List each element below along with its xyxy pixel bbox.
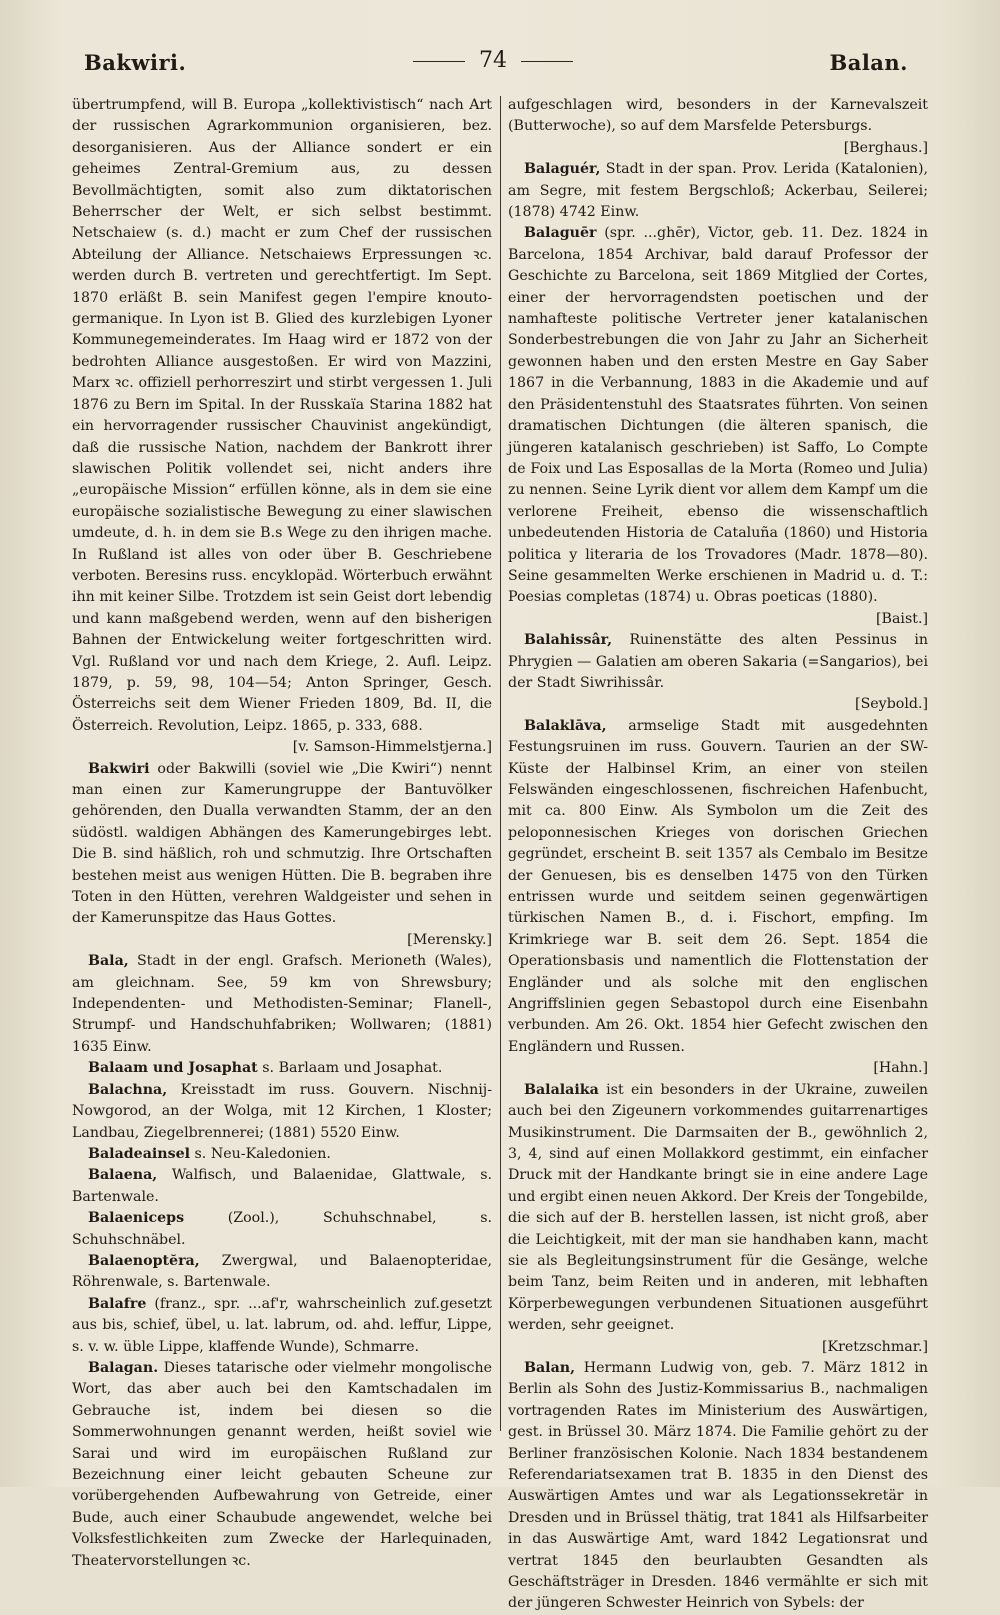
dictionary-entry — [72, 1208, 492, 1251]
entry-text: Hermann Ludwig von, geb. 7. März 1812 in Berlin als Sohn des Justiz-Kommissarius B., nachmaligen vortragenden Rates im Ministerium des Auswärtigen, gest. in Brüssel 30. März 1874. Die Familie gehört zu der Berliner französischen Kolonie. Nach 1834 bestandenem Referendariatsexamen trat B. 1835 in den Dienst des Auswärtigen Amtes und war als Legationssekretär in Dresden und in Brüssel thätig, trat 1841 als Hilfsarbeiter in das Auswärtige Amt, ward 1842 Legationsrat und vertrat 1845 den beurlaubten Gesandten als Geschäftsträger in Dresden. 1846 vermählte er sich mit der jüngeren Schwester Heinrich von Sybels: der — [508, 1359, 928, 1612]
entry-headword: Balaena, — [88, 1167, 158, 1184]
column-divider — [500, 96, 501, 1431]
author-signature: [Baist.] — [876, 610, 928, 627]
page-header — [78, 44, 908, 84]
page-number-wrap — [78, 48, 908, 73]
entry-headword: Balaklāva, — [524, 717, 607, 734]
author-signature: [Seybold.] — [855, 696, 928, 713]
dictionary-entry — [72, 95, 492, 759]
dictionary-entry — [72, 1144, 492, 1165]
entry-text: armselige Stadt mit ausgedehnten Festungsruinen im russ. Gouvern. Taurien an der SW-Küste der Halbinsel Krim, an einer von steilen Felswänden eingeschlossenen, fischreichen Hafenbucht, mit ca. 800 Einw. Als Symbolon um die Zeit des peloponnesischen Krieges von dorischen Griechen gegründet, erscheint B. seit 1357 als Cembalo im Besitze der Genuesen, bis es denselben 1475 von den Türken entrissen wurde und seitdem seinen gegenwärtigen türkischen Namen B., d. i. Fischort, empfing. Im Krimkriege war B. seit dem 26. Sept. 1854 die Operationsbasis und namentlich die Flottenstation der Engländer und als solche mit den englischen Angriffslinien gegen Sebastopol durch eine Eisenbahn verbunden. Am 26. Okt. 1854 hier Gefecht zwischen den Engländern und Russen. — [508, 717, 928, 1055]
entry-text: s. Barlaam und Josaphat. — [262, 1060, 443, 1077]
entry-headword: Balaenoptĕra, — [88, 1252, 200, 1269]
entry-text: Stadt in der span. Prov. Lerida (Katalonien), am Segre, mit festem Bergschloß; Ackerbau, Seilerei; (1878) 4742 Einw. — [508, 161, 928, 221]
right-column — [508, 95, 929, 1612]
entry-headword: Bala, — [88, 953, 129, 970]
dictionary-entry — [508, 1080, 928, 1358]
header-right-catchword: Balan. — [829, 50, 908, 75]
dictionary-entry — [508, 95, 928, 159]
entry-text: Ruinenstätte des alten Pessinus in Phrygien — Galatien am oberen Sakaria (=Sangarios), bei der Stadt Siwrihissâr. — [508, 632, 928, 691]
entry-text: oder Bakwilli (soviel wie „Die Kwiri“) nennt man einen zur Kamerungruppe der Bantuvölker gehörenden, den Dualla verwandten Stamm, der an den südöstl. waldigen Abhängen des Kamerungebirges lebt. Die B. sind häßlich, roh und schmutzig. Ihre Ortschaften bestehen meist aus wenigen Hütten. Die B. begraben ihre Toten in den Hütten, verehren Waldgeister und sehen in der Kamerunspitze das Haus Gottes. — [72, 760, 492, 927]
dictionary-entry — [72, 1251, 492, 1294]
author-signature: [Hahn.] — [873, 1060, 928, 1077]
entry-text: (franz., spr. ...af'r, wahrscheinlich zuf.gesetzt aus bis, schief, übel, u. lat. labrum, od. ahd. leffur, Lippe, s. v. w. üble Lippe, klaffende Wunde), Schmarre. — [72, 1295, 492, 1355]
entry-text: Kreisstadt im russ. Gouvern. Nischnij-Nowgorod, an der Wolga, mit 12 Kirchen, 1 Kloster; Landbau, Ziegelbrennerei; (1881) 5520 Einw. — [72, 1081, 492, 1141]
entry-headword: Baladeainsel — [88, 1145, 191, 1162]
entry-headword: Balagan. — [88, 1359, 159, 1376]
entry-text: Zwergwal, und Balaenopteridae, Röhrenwale, s. Bartenwale. — [72, 1252, 492, 1291]
dictionary-entry — [508, 223, 928, 630]
entry-headword: Balachna, — [88, 1081, 168, 1098]
entry-headword: Bakwiri — [88, 760, 150, 777]
header-rule-right — [521, 61, 573, 62]
dictionary-entry — [72, 759, 492, 952]
entry-text: Dieses tatarische oder vielmehr mongolische Wort, das aber auch bei den Kamtschadalen im Gebrauche ist, indem bei diesen so die Sommerwohnungen genannt werden, heißt soviel wie Sarai und wird im europäischen Rußland zur Bezeichnung einer leicht gebauten Scheune zur vorübergehenden Aufbewahrung von Getreide, einer Bude, auch einer Schaubude angewendet, welche bei Volksfestlichkeiten zum Zwecke der Harlequinaden, Theatervorstellungen ꝛc. — [72, 1359, 492, 1569]
entry-text: übertrumpfend, will B. Europa „kollektivistisch“ nach Art der russischen Agrarkommunion organisieren, bez. desorganisieren. Aus der Alliance sondert er ein geheimes Zentral-Gremium aus, zu dessen Bevollmächtigten, somit also zum diktatorischen Beherrscher der Welt, er sich selbst bestimmt. Netschaiew (s. d.) macht er zum Chef der russischen Abteilung der Alliance. Netschaiews Erpressungen ꝛc. werden durch B. vertreten und gerechtfertigt. Im Sept. 1870 erläßt B. sein Manifest gegen l'empire knouto-germanique. In Lyon ist B. Glied des kurzlebigen Lyoner Kommunegemeinderates. Im Haag wird er 1872 von der bedrohten Alliance ausgestoßen. Er wird von Mazzini, Marx ꝛc. offiziell perhorreszirt und stirbt vergessen 1. Juli 1876 zu Bern im Spital. In der Russkaïa Starina 1882 hat ein hervorragender russischer Chauvinist angekündigt, daß die russische Nation, nachdem der Bankrott ihrer slawischen Politik vollendet sei, nicht anders ihre „europäische Mission“ erfüllen könne, als in dem sie eine europäische sozialistische Bewegung zu einer slawischen umdeute, d. h. in dem sie B.s Wege zu den ihrigen mache. In Rußland ist alles von oder über B. Geschriebene verboten. Beresins russ. encyklopäd. Wörterbuch erwähnt ihn mit keiner Silbe. Trotzdem ist sein Geist dort lebendig und kann maßgebend werden, wenn auf den bisherigen Bahnen der Entwickelung weiter fortgeschritten wird. Vgl. Rußland vor und nach dem Kriege, 2. Aufl. Leipz. 1879, p. 59, 98, 104—54; Anton Springer, Gesch. Österreichs seit dem Wiener Frieden 1809, Bd. II, die Österreich. Revolution, Leipz. 1865, p. 333, 688. — [72, 97, 492, 734]
entry-headword: Balafre — [88, 1295, 147, 1312]
entry-headword: Balalaika — [524, 1081, 599, 1098]
author-signature: [Kretzschmar.] — [821, 1338, 928, 1355]
entry-text: Stadt in der engl. Grafsch. Merioneth (Wales), am gleichnam. See, 59 km von Shrewsbury; Independenten- und Methodisten-Seminar; Flanell-, Strumpf- und Handschuhfabriken; Wollwaren; (1881) 1635 Einw. — [72, 953, 493, 1055]
entry-text: Walfisch, und Balaenidae, Glattwale, s. Bartenwale. — [72, 1167, 493, 1205]
entry-text: (spr. ...ghēr), Victor, geb. 11. Dez. 1824 in Barcelona, 1854 Archivar, bald darauf Professor der Geschichte zu Barcelona, seit 1869 Mitglied der Cortes, einer der hervorragendsten poetischen und der namhafteste politische Vertreter jener katalanischen Sonderbestrebungen die von Jahr zu Jahr an Sicherheit gewonnen haben und den ersten Mestre en Gay Saber 1867 in die Verbannung, 1883 in die Akademie und auf den Präsidentenstuhl des Staatsrates führten. Von seinen dramatischen Dichtungen (die älteren spanisch, die jüngeren katalanisch geschrieben) ist Saffo, Lo Compte de Foix und Las Esposallas de la Morta (Romeo und Julia) zu nennen. Seine Lyrik dient vor allem dem Kampf um die verlorene Freiheit, ebenso die wissenschaftlich unbedeutenden Historia de Cataluña (1860) und Historia politica y literaria de los Trovadores (Madr. 1878—80). Seine gesammelten Werke erschienen in Madrid u. d. T.: Poesias completas (1874) u. Obras poeticas (1880). — [508, 225, 929, 606]
dictionary-entry — [508, 1358, 928, 1615]
entry-text: aufgeschlagen wird, besonders in der Karnevalszeit (Butterwoche), so auf dem Marsfelde Petersburgs. — [508, 97, 928, 135]
dictionary-entry — [72, 1358, 492, 1572]
entry-headword: Balahissâr, — [524, 632, 613, 649]
header-rule-left — [413, 61, 465, 62]
entry-headword: Balaam und Josaphat — [88, 1060, 258, 1077]
dictionary-entry — [72, 951, 492, 1058]
entry-headword: Balaeniceps — [88, 1210, 185, 1227]
entry-text: (Zool.), Schuhschnabel, s. Schuhschnäbel. — [72, 1210, 492, 1248]
entry-text: ist ein besonders in der Ukraine, zuweilen auch bei den Zigeunern vorkommendes guitarrenartiges Musikinstrument. Die Darmsaiten der B., gewöhnlich 2, 3, 4, sind auf einen Mollakkord gestimmt, ein einfacher Druck mit der Handkante bringt sie in eine andere Lage und ergibt einen neuen Akkord. Der Kreis der Tongebilde, die sich auf der B. herstellen lassen, ist nicht groß, aber die Leichtigkeit, mit der man sie handhaben kann, macht sie als Begleitungsinstrument für die Gesänge, welche beim Tanz, beim Reiten und in anderen, mit lebhaften Körperbewegungen verbundenen Situationen ausgeführt werden, sehr geeignet. — [508, 1081, 928, 1334]
page-number: 74 — [479, 48, 507, 73]
entry-headword: Balaguér, — [524, 161, 601, 178]
dictionary-entry — [72, 1080, 492, 1144]
left-column — [72, 95, 493, 1569]
author-signature: [Merensky.] — [407, 931, 492, 948]
header-left-catchword: Bakwiri. — [84, 50, 187, 75]
dictionary-entry — [508, 716, 928, 1080]
entry-text: s. Neu-Kaledonien. — [194, 1145, 331, 1162]
entry-headword: Balaguēr — [524, 225, 597, 242]
author-signature: [Berghaus.] — [843, 139, 928, 156]
entry-headword: Balan, — [524, 1359, 576, 1376]
dictionary-entry — [508, 159, 928, 223]
dictionary-entry — [72, 1294, 492, 1358]
dictionary-entry — [72, 1165, 492, 1208]
author-signature: [v. Samson-Himmelstjerna.] — [292, 739, 492, 756]
dictionary-entry — [508, 630, 928, 716]
dictionary-entry — [72, 1058, 492, 1079]
